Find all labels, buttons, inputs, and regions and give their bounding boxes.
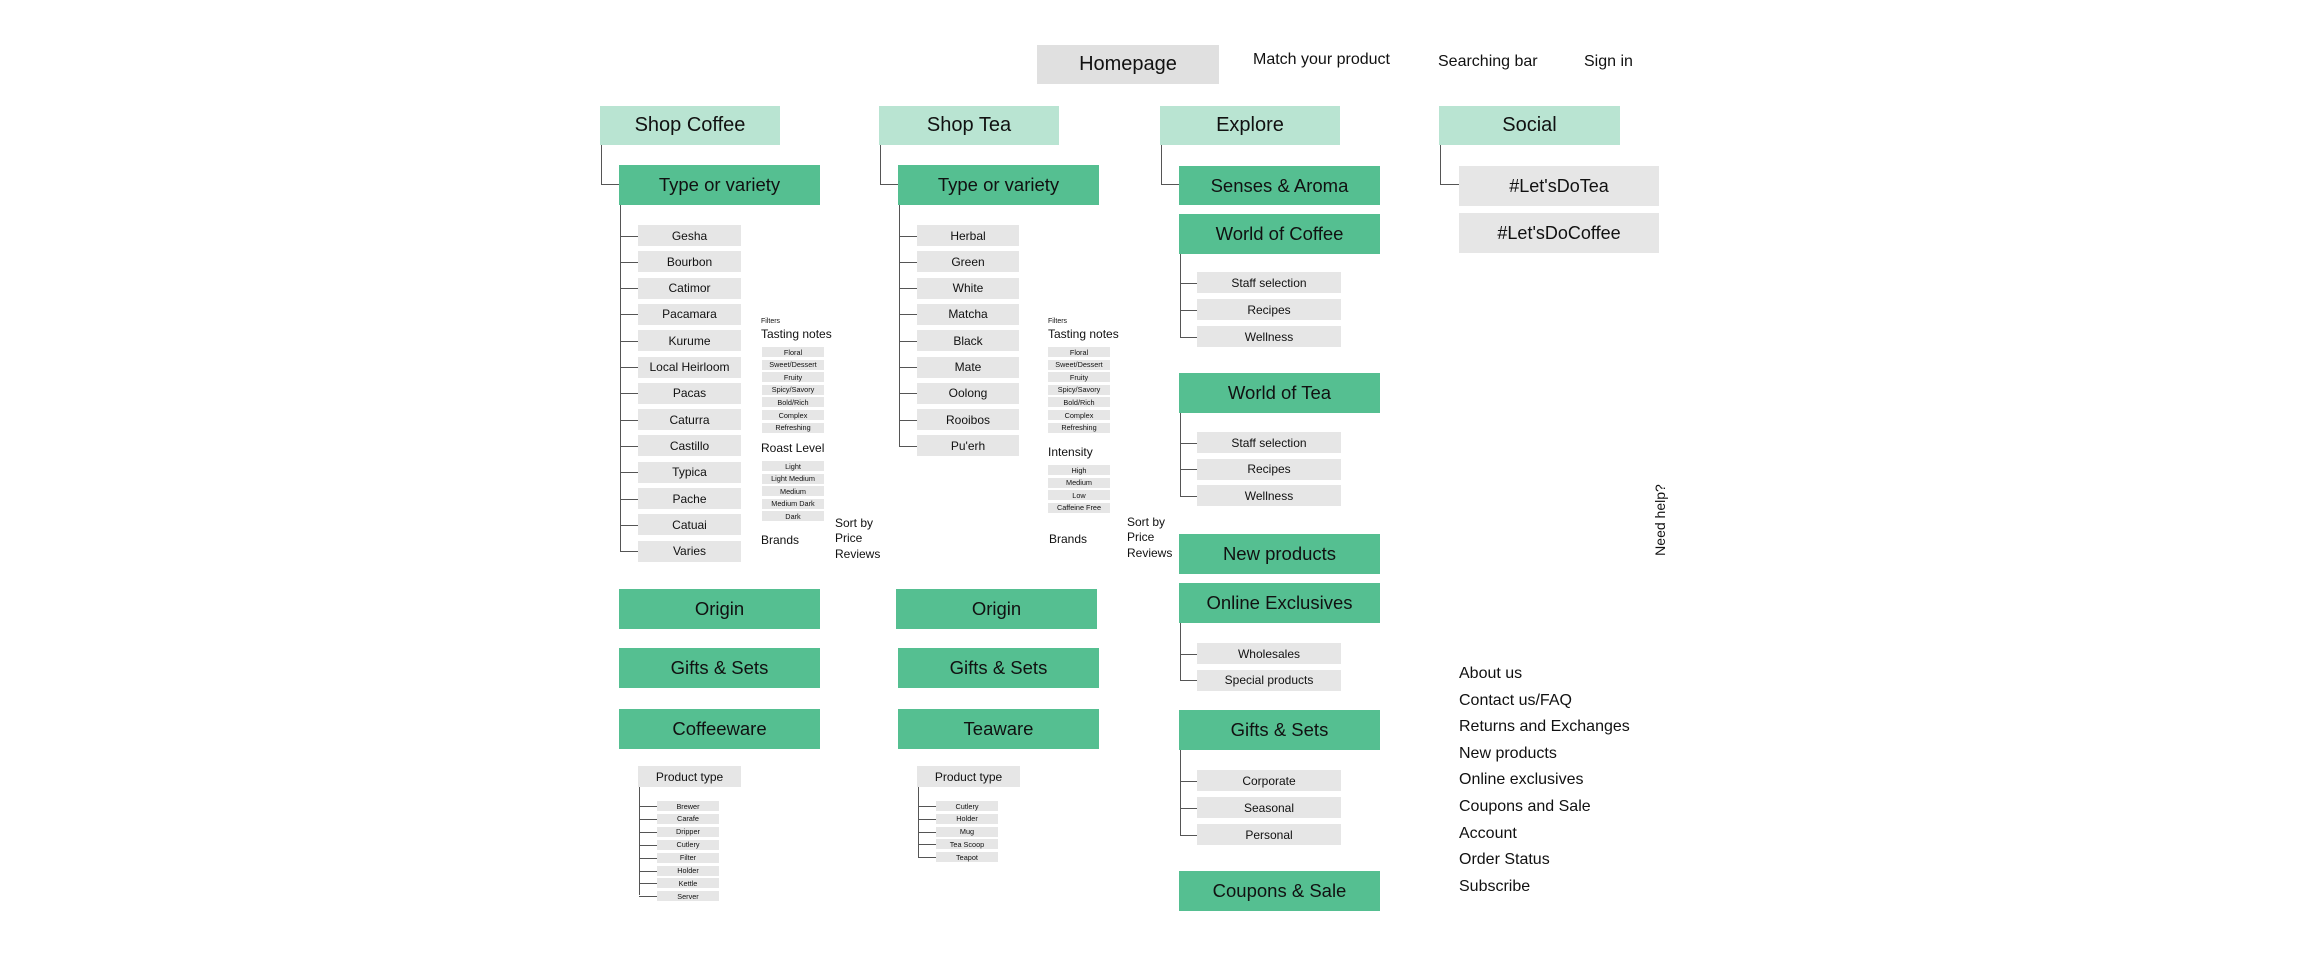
coffee-tasting-item: Fruity [762,372,824,382]
connector-line [639,787,640,895]
tea-intensity-item: Caffeine Free [1048,503,1110,513]
tea-tasting-item: Sweet/Dessert [1048,360,1110,370]
coffee-type-item: Kurume [638,330,741,351]
connector-line [1440,184,1459,185]
connector-line [1180,750,1181,836]
connector-line [620,446,638,447]
connector-line [601,184,619,185]
teaware-item: Cutlery [936,801,998,811]
footer-link[interactable]: Returns and Exchanges [1459,718,1630,736]
teaware-item: Mug [936,827,998,837]
coffee-type-item: Gesha [638,225,741,246]
connector-line [639,883,657,884]
online-exclusives-item: Special products [1197,670,1341,691]
coffee-sort-price: Price [835,531,863,545]
coffee-type-item: Pacamara [638,304,741,325]
connector-line [1180,781,1197,782]
footer-link[interactable]: New products [1459,744,1557,762]
footer-link[interactable]: About us [1459,665,1523,682]
tea-type-item: Green [917,251,1019,272]
coffee-tasting-item: Spicy/Savory [762,385,824,395]
tea-intensity-title: Intensity [1048,445,1093,459]
connector-line [880,184,898,185]
connector-line [918,819,936,820]
need-help-label: Need help? [1652,484,1668,556]
explore-gifts-item: Corporate [1197,770,1341,791]
connector-line [639,871,657,872]
tea-type-item: White [917,278,1019,299]
coffee-type-item: Pacas [638,383,741,404]
social-header: Social [1439,106,1620,145]
coffee-roast-item: Light Medium [762,474,824,484]
connector-line [1440,145,1441,185]
footer-link[interactable]: Subscribe [1459,877,1531,895]
tea-type-item: Matcha [917,304,1019,325]
tea-sort-reviews: Reviews [1127,546,1173,560]
coffee-roast-item: Medium Dark [762,499,824,509]
tea-intensity-item: Low [1048,490,1110,500]
tea-intensity-item: Medium [1048,478,1110,488]
tea-intensity-item: High [1048,465,1110,475]
sign-in-node: Sign in [1584,53,1633,70]
coffeeware-item: Carafe [657,814,719,824]
connector-line [620,262,638,263]
teaware-item: Teapot [936,852,998,862]
connector-line [899,446,917,447]
connector-line [620,367,638,368]
explore-gifts-item: Personal [1197,824,1341,845]
connector-line [918,787,919,858]
connector-line [899,262,917,263]
online-exclusives-item: Wholesales [1197,643,1341,664]
connector-line [1180,654,1197,655]
coffee-brands: Brands [761,533,800,547]
teaware-item: Holder [936,814,998,824]
explore-gifts-item: Seasonal [1197,797,1341,818]
coffeeware-item: Holder [657,866,719,876]
teaware-product-type: Product type [917,766,1020,787]
coffeeware-item: Kettle [657,878,719,888]
connector-line [1180,623,1181,680]
connector-line [899,205,900,446]
coffee-sort-by: Sort by [835,516,874,530]
connector-line [639,832,657,833]
tea-type-item: Oolong [917,383,1019,404]
tea-filters-label: Filters [1048,318,1068,325]
teaware-item: Tea Scoop [936,839,998,849]
connector-line [899,420,917,421]
social-item-tea: #Let'sDoTea [1459,166,1659,206]
match-product-node: Match your product [1253,51,1390,68]
tea-tasting-item: Bold/Rich [1048,397,1110,407]
coffee-type-item: Bourbon [638,251,741,272]
coffeeware-item: Dripper [657,827,719,837]
connector-line [899,341,917,342]
tea-type-item: Pu'erh [917,435,1019,456]
tea-tasting-item: Complex [1048,410,1110,420]
coffee-type-item: Catimor [638,278,741,299]
connector-line [1180,496,1197,497]
connector-line [620,499,638,500]
connector-line [620,288,638,289]
connector-line [918,806,936,807]
coffee-type-item: Typica [638,462,741,483]
coffee-roast-item: Dark [762,511,824,521]
tea-sort-by: Sort by [1127,515,1166,529]
coffee-roast-title: Roast Level [761,441,825,455]
coffee-tasting-title: Tasting notes [761,327,832,341]
coffee-type-item: Varies [638,541,741,562]
search-bar-node: Searching bar [1438,53,1538,70]
coffee-type-item: Pache [638,488,741,509]
footer-link[interactable]: Coupons and Sale [1459,798,1591,815]
connector-line [1180,254,1181,337]
connector-line [1161,145,1162,185]
tea-tasting-item: Refreshing [1048,423,1110,433]
coffee-tasting-item: Sweet/Dessert [762,360,824,370]
connector-line [1180,443,1197,444]
coffee-type-item: Catuai [638,514,741,535]
coffee-tasting-item: Refreshing [762,423,824,433]
tea-tasting-title: Tasting notes [1048,327,1119,341]
connector-line [639,819,657,820]
connector-line [639,858,657,859]
coffee-tasting-item: Complex [762,410,824,420]
world-coffee-item: Staff selection [1197,272,1341,293]
tea-tasting-item: Floral [1048,347,1110,357]
world-tea-item: Staff selection [1197,432,1341,453]
coffeeware-item: Brewer [657,801,719,811]
social-item-coffee: #Let'sDoCoffee [1459,213,1659,253]
tea-brands: Brands [1049,532,1088,546]
world-tea-item: Recipes [1197,459,1341,480]
coffee-type-item: Castillo [638,435,741,456]
connector-line [639,806,657,807]
connector-line [620,341,638,342]
coffee-sort-reviews: Reviews [835,547,881,561]
connector-line [601,145,602,185]
connector-line [620,314,638,315]
coffeeware-product-type: Product type [638,766,741,787]
tea-origin-header: Origin [896,589,1097,629]
tea-type-item: Mate [917,357,1019,378]
connector-line [1180,413,1181,497]
connector-line [639,896,657,897]
connector-line [899,367,917,368]
connector-line [899,236,917,237]
coffee-type-item: Caturra [638,409,741,430]
connector-line [899,288,917,289]
shop-tea-header: Shop Tea [879,106,1059,145]
connector-line [1180,808,1197,809]
coffee-filters-label: Filters [761,318,781,325]
coffee-type-header: Type or variety [619,165,820,205]
world-coffee-item: Recipes [1197,299,1341,320]
world-tea-item: Wellness [1197,485,1341,506]
coupons-sale-header: Coupons & Sale [1179,871,1380,911]
connector-line [1180,835,1197,836]
connector-line [918,857,936,858]
tea-type-item: Black [917,330,1019,351]
connector-line [620,393,638,394]
connector-line [620,551,638,552]
coffee-tasting-item: Floral [762,347,824,357]
coffeeware-item: Cutlery [657,840,719,850]
explore-gifts-header: Gifts & Sets [1179,710,1380,750]
connector-line [1180,680,1197,681]
tea-type-header: Type or variety [898,165,1099,205]
connector-line [899,314,917,315]
tea-tasting-item: Spicy/Savory [1048,385,1110,395]
homepage-node: Homepage [1037,45,1219,84]
connector-line [1161,184,1179,185]
coffee-tasting-item: Bold/Rich [762,397,824,407]
footer-link[interactable]: Order Status [1459,851,1550,869]
explore-header: Explore [1160,106,1340,145]
connector-line [639,845,657,846]
footer-link[interactable]: Online exclusives [1459,771,1584,789]
connector-line [1180,469,1197,470]
connector-line [620,236,638,237]
footer-link[interactable]: Account [1459,824,1517,842]
coffee-roast-item: Medium [762,486,824,496]
tea-type-item: Herbal [917,225,1019,246]
coffeeware-header: Coffeeware [619,709,820,749]
connector-line [620,472,638,473]
coffeeware-item: Filter [657,853,719,863]
connector-line [899,393,917,394]
coffee-gifts-header: Gifts & Sets [619,648,820,688]
connector-line [620,525,638,526]
connector-line [918,832,936,833]
tea-tasting-item: Fruity [1048,372,1110,382]
connector-line [1180,283,1197,284]
coffee-origin-header: Origin [619,589,820,629]
connector-line [918,844,936,845]
footer-link[interactable]: Contact us/FAQ [1459,691,1572,709]
connector-line [1180,337,1197,338]
online-exclusives-header: Online Exclusives [1179,583,1380,623]
coffeeware-item: Server [657,891,719,901]
new-products-header: New products [1179,534,1380,574]
senses-aroma-header: Senses & Aroma [1179,166,1380,205]
world-coffee-item: Wellness [1197,326,1341,347]
tea-gifts-header: Gifts & Sets [898,648,1099,688]
coffee-roast-item: Light [762,461,824,471]
connector-line [1180,310,1197,311]
connector-line [620,420,638,421]
world-coffee-header: World of Coffee [1179,214,1380,254]
coffee-type-item: Local Heirloom [638,357,741,378]
tea-type-item: Rooibos [917,409,1019,430]
shop-coffee-header: Shop Coffee [600,106,780,145]
connector-line [880,145,881,185]
teaware-header: Teaware [898,709,1099,749]
world-tea-header: World of Tea [1179,373,1380,413]
tea-sort-price: Price [1127,530,1155,544]
